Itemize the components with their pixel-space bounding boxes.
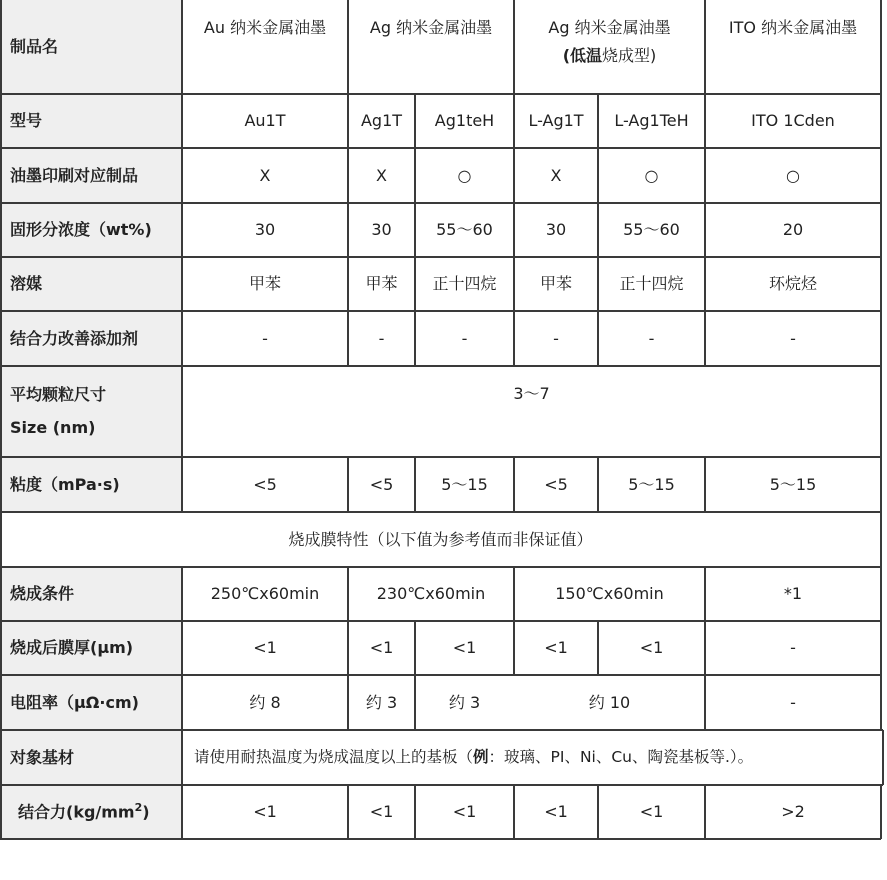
grid-line	[0, 784, 883, 786]
viscosity-cell: 5～15	[769, 474, 817, 494]
model-cell: L-Ag1T	[528, 111, 584, 130]
grid-line	[347, 457, 349, 512]
resistivity-cell: 约 10	[588, 692, 631, 712]
grid-line	[0, 310, 881, 312]
grid-line	[704, 457, 706, 512]
grid-line	[597, 94, 599, 366]
solvent-cell: 甲苯	[248, 274, 281, 293]
adhesion-cell: >2	[781, 802, 805, 821]
thickness-cell: -	[790, 638, 796, 657]
firing-cell: 250℃x60min	[210, 584, 320, 603]
additive-cell: -	[790, 328, 796, 348]
grid-line	[347, 785, 349, 839]
solvent-cell: 环烷烃	[768, 274, 817, 293]
grid-line	[597, 621, 599, 675]
viscosity-cell: 5～15	[441, 474, 488, 494]
additive-cell: -	[648, 328, 655, 348]
adhesion-additive-label: 结合力改善添加剂	[0, 311, 182, 366]
header-ag-low-temp-ink	[514, 0, 705, 94]
header-ag-low-line1: Ag 纳米金属油墨	[548, 18, 671, 37]
adhesion-cell: <1	[369, 802, 394, 821]
adhesion-label-pre: 结合力(kg/mm	[18, 802, 135, 822]
substrate-note-post: ：玻璃、PI、Ni、Cu、陶瓷基板等.）。	[488, 747, 754, 766]
additive-cell: -	[461, 328, 468, 348]
thickness-cell: <1	[253, 638, 277, 657]
resistivity-cell: 约 3	[448, 692, 481, 712]
additive-cell: -	[262, 328, 268, 348]
grid-line	[347, 0, 349, 366]
solvent-label: 溶媒	[0, 257, 182, 311]
additive-cell: -	[378, 328, 385, 348]
product-name-label: 制品名	[0, 0, 182, 94]
firing-conditions-label: 烧成条件	[0, 567, 182, 621]
grid-line	[0, 365, 881, 367]
solids-cell: 55～60	[436, 220, 493, 239]
adhesion-label-text	[18, 800, 150, 824]
model-cell: Ag1teH	[434, 111, 495, 130]
adhesion-label	[0, 785, 182, 839]
substrate-note	[182, 730, 883, 785]
grid-line	[414, 621, 416, 730]
grid-line	[0, 93, 881, 95]
grid-line	[0, 202, 881, 204]
grid-line	[597, 785, 599, 839]
adhesion-cell: <1	[452, 802, 477, 821]
viscosity-cell: 5～15	[628, 474, 675, 494]
particle-size-label	[0, 366, 182, 457]
grid-line	[704, 0, 706, 366]
print-cell: X	[376, 165, 387, 185]
solids-cell: 30	[545, 220, 567, 239]
grid-line	[704, 567, 706, 730]
grid-line	[414, 94, 416, 366]
grid-line	[347, 567, 349, 730]
resistivity-cell: -	[790, 692, 796, 712]
grid-line	[0, 256, 881, 258]
print-cell: X	[550, 165, 562, 185]
solvent-cell: 正十四烷	[619, 274, 684, 293]
grid-line	[0, 674, 881, 676]
grid-line	[0, 456, 881, 458]
solids-cell: 55～60	[623, 220, 680, 239]
grid-line	[0, 147, 881, 149]
particle-size-label-line1: 平均颗粒尺寸	[10, 385, 107, 405]
solvent-cell: 甲苯	[539, 274, 572, 293]
target-substrate-label: 对象基材	[0, 730, 182, 785]
grid-line	[513, 785, 515, 839]
solvent-cell: 甲苯	[365, 274, 398, 293]
print-cell: ○	[786, 165, 800, 185]
resistivity-cell: 约 8	[249, 692, 281, 712]
film-thickness-label: 烧成后膜厚(μm)	[0, 621, 182, 675]
header-ag-low-line2	[563, 44, 657, 68]
grid-line	[414, 785, 416, 839]
adhesion-cell: <1	[544, 802, 568, 821]
model-cell: L-Ag1TeH	[614, 111, 689, 130]
adhesion-label-post: )	[142, 802, 150, 822]
grid-line	[0, 838, 881, 840]
grid-line	[0, 566, 881, 568]
table-border-right	[880, 785, 882, 839]
header-ag-low-line2-rest: 烧成型)	[602, 46, 657, 65]
grid-line	[181, 567, 183, 839]
header-ito-ink: ITO 纳米金属油墨	[728, 18, 858, 37]
grid-line	[0, 511, 881, 513]
thickness-cell: <1	[369, 638, 394, 657]
solids-cell: 30	[371, 220, 392, 239]
print-cell: X	[259, 165, 271, 185]
header-ag-low-line2-bold: (低温	[562, 46, 603, 65]
table-border-right	[882, 730, 884, 785]
firing-cell: 150℃x60min	[555, 584, 664, 603]
header-ag-ink: Ag 纳米金属油墨	[369, 18, 493, 37]
grid-line	[0, 729, 883, 731]
grid-line	[513, 457, 515, 512]
viscosity-cell: <5	[544, 474, 568, 494]
firing-cell: *1	[783, 584, 803, 603]
solids-cell: 20	[782, 220, 804, 239]
model-cell: ITO 1Cden	[751, 111, 835, 130]
adhesion-cell: <1	[639, 802, 664, 821]
firing-cell: 230℃x60min	[376, 584, 486, 603]
thickness-cell: <1	[639, 638, 664, 657]
thickness-cell: <1	[544, 638, 568, 657]
model-cell: Au1T	[244, 111, 286, 130]
solids-cell: 30	[254, 220, 276, 239]
grid-line	[513, 0, 515, 366]
viscosity-label: 粘度（mPa·s)	[0, 457, 182, 512]
model-cell: Ag1T	[360, 111, 403, 130]
solids-concentration-label: 固形分浓度（wt%)	[0, 203, 182, 257]
substrate-note-bold: 例	[473, 747, 489, 766]
grid-line	[597, 457, 599, 512]
fired-film-section-title: 烧成膜特性（以下值为参考值而非保证值）	[288, 529, 593, 549]
print-cell: ○	[457, 165, 472, 185]
grid-line	[513, 567, 515, 675]
table-border-left	[0, 0, 2, 839]
grid-line	[414, 457, 416, 512]
resistivity-label: 电阻率（μΩ·cm)	[0, 675, 182, 730]
particle-size-value: 3～7	[513, 384, 550, 403]
header-au-ink: Au 纳米金属油墨	[203, 18, 327, 37]
particle-size-label-line2: Size (nm)	[10, 417, 96, 437]
model-label: 型号	[0, 94, 182, 148]
viscosity-cell: <5	[253, 474, 277, 494]
resistivity-cell: 约 3	[365, 692, 398, 712]
grid-line	[181, 0, 183, 512]
substrate-note-pre: 请使用耐热温度为烧成温度以上的基板（	[194, 747, 474, 766]
thickness-cell: <1	[452, 638, 477, 657]
additive-cell: -	[553, 328, 559, 348]
adhesion-label-sup: 2	[134, 800, 143, 814]
print-cell: ○	[644, 165, 659, 185]
viscosity-cell: <5	[369, 474, 394, 494]
ink-print-label: 油墨印刷对应制品	[0, 148, 182, 203]
adhesion-cell: <1	[253, 802, 277, 821]
table-border-right	[880, 0, 882, 730]
grid-line	[0, 620, 881, 622]
grid-line	[704, 785, 706, 839]
solvent-cell: 正十四烷	[432, 274, 497, 293]
